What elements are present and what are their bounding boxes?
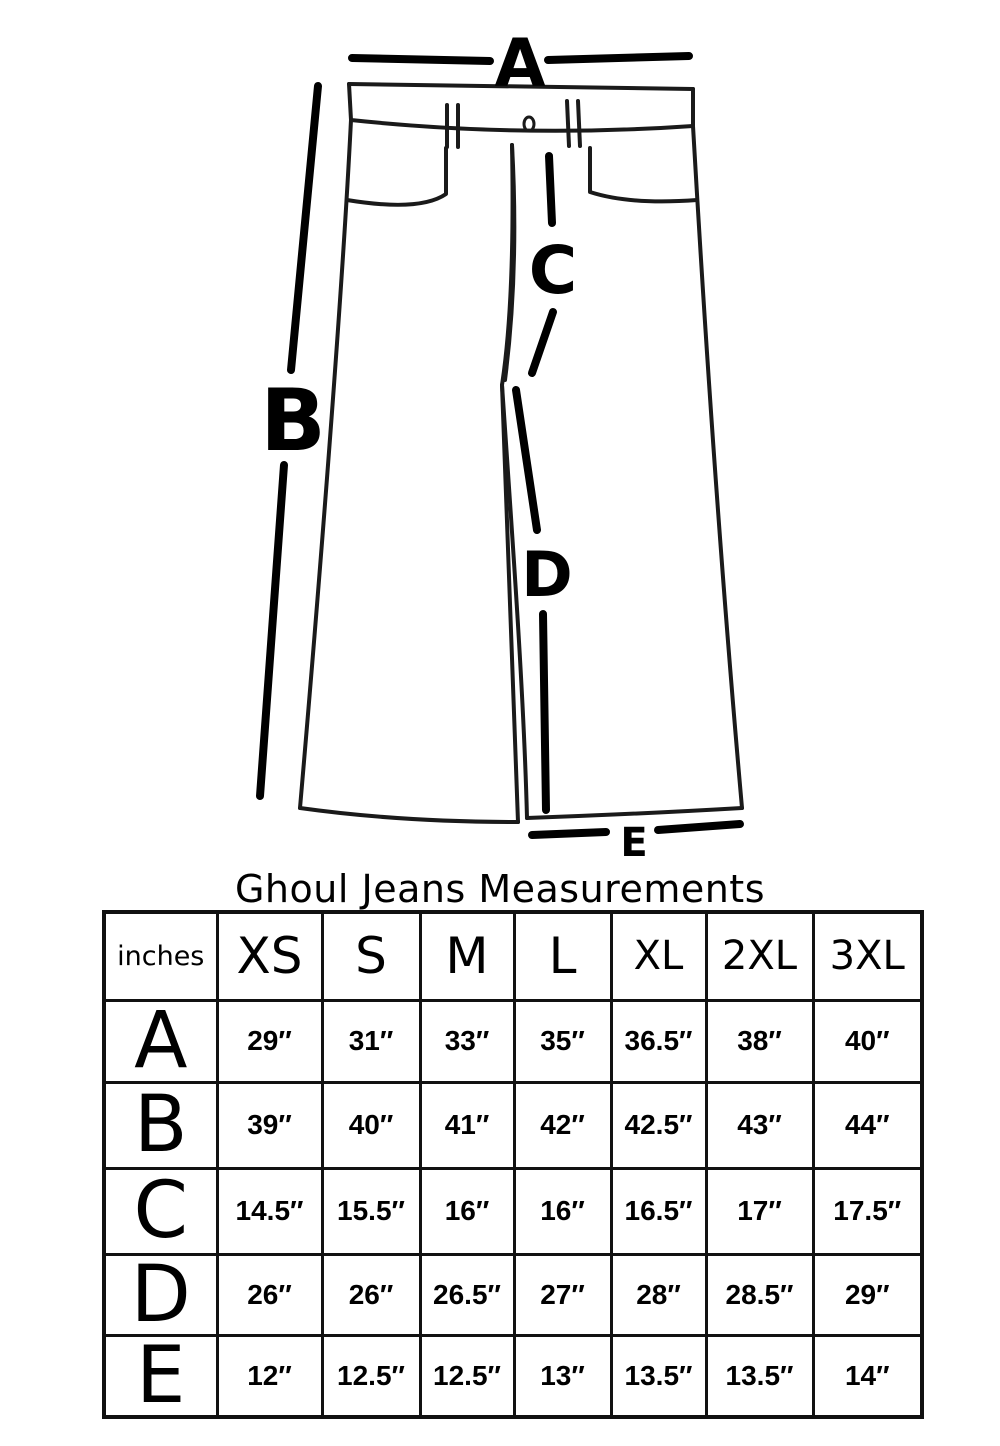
cell-b-m: 41″ (420, 1082, 514, 1168)
size-table (102, 910, 924, 1419)
size-header-s: S (322, 912, 420, 1000)
cell-e-3xl: 14″ (813, 1335, 922, 1417)
cell-d-xs: 26″ (217, 1254, 322, 1335)
row-label-d: D (104, 1254, 217, 1335)
cell-c-2xl: 17″ (706, 1168, 813, 1254)
size-header-xs: XS (217, 912, 322, 1000)
size-header-l: L (514, 912, 611, 1000)
measure-line-b-bottom (260, 465, 284, 796)
measure-line-d-top (516, 390, 537, 530)
label-a: A (494, 25, 546, 102)
unit-label: inches (104, 912, 217, 1000)
measure-line-d-bottom (543, 614, 546, 810)
cell-b-xs: 39″ (217, 1082, 322, 1168)
table-row-a (104, 1000, 922, 1082)
cell-c-m: 16″ (420, 1168, 514, 1254)
size-header-3xl: 3XL (813, 912, 922, 1000)
cell-d-l: 27″ (514, 1254, 611, 1335)
label-c: C (528, 232, 578, 309)
table-header-row (104, 912, 922, 1000)
cell-b-s: 40″ (322, 1082, 420, 1168)
cell-c-s: 15.5″ (322, 1168, 420, 1254)
cell-a-3xl: 40″ (813, 1000, 922, 1082)
measure-line-b-top (291, 86, 318, 370)
label-b: B (260, 371, 326, 471)
table-row-e (104, 1335, 922, 1417)
label-d: D (521, 538, 573, 611)
cell-a-s: 31″ (322, 1000, 420, 1082)
size-header-m: M (420, 912, 514, 1000)
cell-e-2xl: 13.5″ (706, 1335, 813, 1417)
cell-b-2xl: 43″ (706, 1082, 813, 1168)
jeans-outline-drawing (300, 84, 742, 822)
label-e: E (620, 820, 648, 866)
chart-title: Ghoul Jeans Measurements (234, 867, 765, 911)
row-label-c: C (104, 1168, 217, 1254)
cell-b-l: 42″ (514, 1082, 611, 1168)
cell-a-xs: 29″ (217, 1000, 322, 1082)
cell-e-xs: 12″ (217, 1335, 322, 1417)
cell-e-m: 12.5″ (420, 1335, 514, 1417)
cell-b-3xl: 44″ (813, 1082, 922, 1168)
row-label-a: A (104, 1000, 217, 1082)
cell-a-xl: 36.5″ (611, 1000, 706, 1082)
measure-line-a-left (352, 58, 490, 61)
size-header-2xl: 2XL (706, 912, 813, 1000)
table-row-c (104, 1168, 922, 1254)
cell-b-xl: 42.5″ (611, 1082, 706, 1168)
cell-e-xl: 13.5″ (611, 1335, 706, 1417)
cell-c-xs: 14.5″ (217, 1168, 322, 1254)
cell-d-m: 26.5″ (420, 1254, 514, 1335)
row-label-b: B (104, 1082, 217, 1168)
cell-a-m: 33″ (420, 1000, 514, 1082)
cell-c-l: 16″ (514, 1168, 611, 1254)
cell-d-2xl: 28.5″ (706, 1254, 813, 1335)
cell-e-l: 13″ (514, 1335, 611, 1417)
measure-line-a-right (548, 56, 689, 60)
measurement-lines (260, 56, 740, 835)
cell-a-2xl: 38″ (706, 1000, 813, 1082)
cell-d-3xl: 29″ (813, 1254, 922, 1335)
measure-line-c-bottom (532, 312, 553, 373)
cell-c-xl: 16.5″ (611, 1168, 706, 1254)
measure-line-c-top (549, 156, 552, 223)
cell-d-s: 26″ (322, 1254, 420, 1335)
cell-e-s: 12.5″ (322, 1335, 420, 1417)
size-header-xl: XL (611, 912, 706, 1000)
measure-line-e-left (532, 832, 606, 835)
measure-line-e-right (658, 824, 740, 830)
table-row-d (104, 1254, 922, 1335)
cell-d-xl: 28″ (611, 1254, 706, 1335)
cell-a-l: 35″ (514, 1000, 611, 1082)
row-label-e: E (104, 1335, 217, 1417)
table-row-b (104, 1082, 922, 1168)
cell-c-3xl: 17.5″ (813, 1168, 922, 1254)
